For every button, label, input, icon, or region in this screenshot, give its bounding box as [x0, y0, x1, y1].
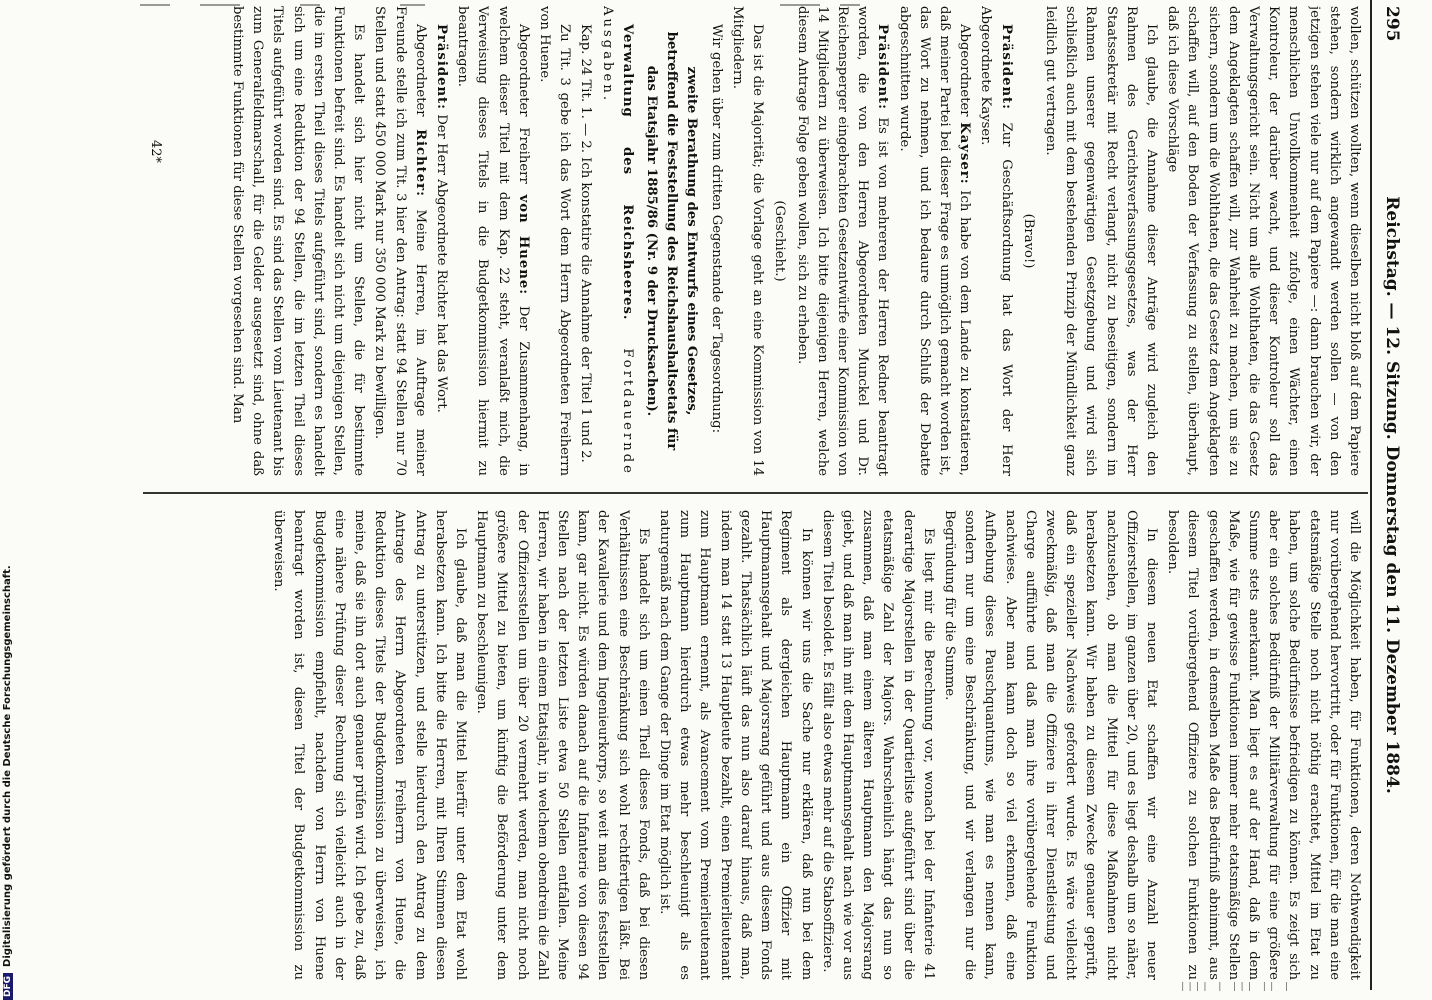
paragraph: Es liegt mir die Berechnung vor, wonach bei der Infanterie 41 derartige Majorstellen in der Quartierliste aufgeführt sind über die etatsmäßige Zahl der Majors. Wahrscheinlich hängt das nun so zusammen, daß man einem älteren Hauptmann den Majorsrang giebt, und daß man ihn mit dem Hauptmannsgehalt nach wie vor aus diesem Titel besoldet. Es fällt also etwas mehr auf die Stabsoffiziere. [819, 510, 936, 980]
paragraph: will die Möglichkeit haben, für Funktionen, deren Nothwendigkeit nur vorübergehend hervortritt, oder für Funktionen, für die man eine etatsmäßige Stelle noch nicht nöthig erachtet, Mittel im Etat zu haben, um solche Bedürfnisse befriedigen zu können. Es zeigt sich aber ein solches Bedürfniß der Militärverwaltung für eine größere Summe stets anerkannt. Man liegt es auf der Hand, daß in dem Maße, wie für gewisse Funktionen immer mehr etatsmäßige Stellen geschaffen werden, in demselben Maße das Bedürfniß abnimmt, aus diesem Titel vorübergehend Offiziere zu solchen Funktionen zu besolden. [1165, 510, 1362, 980]
speaker-name: Richter: [412, 129, 428, 197]
paragraph: Kap. 24 Tit. 1. — 2. Ich konstatire die Annahme der Titel 1 und 2. [578, 24, 594, 463]
paragraph: Ich glaube, daß man die Mittel hierfür unter dem Etat wohl herabsetzen kann. Ich bitte die Herren, mit Ihren Stimmen diesen Antrag zu unterstützen, und stelle hierdurch den Antrag zu dem Antrage des Herrn Abgeordneten Freiherrn von Huene, die Reduktion dieses Titels der Budgetkommission zu überweisen, ich meine, daß sie ihn dort auch genauer prüfen wird. Ich gebe zu, daß eine nähere Prüfung dieser Rechnung sich vielleicht auch in der Budgetkommission empfiehlt, nachdem von Herrn von Huene beantragt worden ist, diesen Titel der Budgetkommission zu überweisen. [271, 510, 469, 980]
speech-praesident [431, 6, 451, 476]
section-heading: Verwaltung des Reichsheeres. [619, 24, 635, 321]
speaker-name: Kayser: [957, 122, 973, 185]
speech-text: Zur Geschäftsordnung hat das Wort der Herr Abgeordnete Kayser. [978, 6, 1014, 476]
page-header [1372, 0, 1408, 990]
paragraph: Wir gehen über zum dritten Gegenstande der Tagesordnung: [708, 24, 724, 434]
paragraph: Es handelt sich hier nicht um Stellen, die für bestimmte Funktionen befreit sind. Es handelt sich nicht um diejenigen Stellen, die im ersten Theil dieses Titels aufgeführt sind, sondern es handelt sich um eine Reduktion der 94 Stellen, die im letzten Theil dieses Titels aufgeführt worden sind. Es sind das Stellen vom Lieutenant bis zum Generalfeldmarschall, für die Gelder ausgesetzt sind, ohne daß bestimmte Funktionen für diese Stellen vorgesehen sind. Man [230, 6, 367, 476]
speaker-name: Präsident: [998, 24, 1014, 111]
paragraph: wollen, schützen wollten, wenn dieselben nicht bloß auf dem Papiere stehen, sondern wirklich angewandt werden sollen — von den jetzigen stehen viele nur auf dem Papiere —: dann brauchen wir, der menschlichen Unvollkommenheit zufolge, einen Wächter, einen Kontroleur, der darüber wacht, und dieser Kontroleur soll das Verwaltungsgericht sein. Nicht um alle Wohlthaten, die das Gesetz dem Angeklagten schaffen will, zur Wahrheit zu machen, um sie zu sichern, sondern um die Wohlthaten, die das Gesetz dem Angeklagten schaffen will, auf den Boden der Verfassung zu stellen, überhaupt, daß ich diese Vorschläge [1165, 6, 1362, 476]
header-rule [1370, 0, 1372, 990]
column-divider [143, 492, 1368, 494]
speech-huene [452, 6, 533, 476]
speech-richter [369, 6, 430, 476]
paragraph: In können wir uns die Sache nur erklären, daß nun bei dem Regiment als dergleichen Hauptmann ein Offizier mit Hauptmannsgehalt und Majorsrang geführt und aus diesem Fonds gezahlt. Thatsächlich läuft das nun also darauf hinaus, daß man, indem man 14 statt 13 Hauptleute bezahlt, einen Premierlieutenant zum Hauptmann ernennt, als Avancement vom Premierlieutenant zum Hauptmann hierdurch etwas mehr beschleunigt als es naturgemäß nach dem Gange der Dinge im Etat möglich ist. [657, 510, 814, 980]
paragraph: In diesem neuen Etat schaffen wir eine Anzahl neuer Offizierstellen, im ganzen über 20, und es liegt deshalb um so näher, nachzusehen, ob man die Mittel für diese Maßnahmen nicht herabsetzen kann. Wir haben zu diesem Zwecke genauer geprüft, daß ein spezieller Nachweis gefordert wurde. Es wäre vielleicht zweckmäßig, daß man die Offiziere in ihrer Dienstleistung und Charge aufführte und daß man ihre vorübergehende Funktion nachwiese. Aber man kann doch so viel erkennen, daß eine Aufhebung dieses Pauschquantums, wie man es nennen kann, sondern nur um eine Beschränkung, und wir verlangen nur die Begründung für die Summe. [941, 510, 1159, 980]
page-title: Reichstag. — 12. Sitzung. Donnerstag den 11. Dezember 1884. [1382, 196, 1402, 794]
speech-praesident [975, 6, 1015, 476]
speech-text: Meine Herren, im Auftrage meiner Freunde stelle ich zum Tit. 3 hier den Antrag: statt 94 Stellen nur 70 Stellen und statt 450 000 Mark nur 350 000 Mark zu bewilligen. [372, 6, 428, 476]
speech-praesident [791, 6, 892, 476]
paragraph: Ich glaube, die Annahme dieser Anträge wird zugleich den Rahmen des Gerichtsverfassungsgesetzes, was der Herr Staatssekretär mit Recht verlangt, nicht zu beseitigen, sondern im Rahmen unserer gegenwärtigen Gesetzgebung und wird sich schließlich auch mit dem bestehenden Prinzip der Mündlichkeit ganz leidlich gut vertragen. [1042, 6, 1159, 476]
section-heading-line [596, 6, 636, 476]
agenda-heading: zweite Berathung des Entwurfs eines Gesetzes, betreffend die Feststellung des Reichshaushaltsetats für das Etatsjahr 1885/86 (Nr. 9 der Drucksachen). [644, 31, 700, 451]
signature-mark: 42* [148, 140, 163, 164]
paragraph: Das ist die Majorität; die Vorlage geht an eine Kommission von 14 Mitgliedern. [729, 6, 766, 476]
right-column [144, 510, 1364, 980]
funding-text: Digitalisierung gefördert durch die Deutsche Forschungsgemeinschaft. [2, 565, 13, 967]
page-number: 295 [1382, 6, 1402, 42]
dfg-logo: DFG [3, 973, 13, 1000]
speaker-name: Präsident: [875, 24, 891, 111]
speaker-intro: Abgeordneter [412, 24, 428, 117]
applause-note: (Geschieht.) [772, 200, 788, 282]
rotated-page-content [108, 0, 1408, 990]
paragraph: Zu Tit. 3 gebe ich das Wort dem Herrn Abgeordneten Freiherrn von Huene. [537, 6, 573, 476]
speech-text: Der Zusammenhang, in welchem dieser Titel mit dem Kap. 22 steht, veranlaßt mich, die Verweisung dieses Titels in die Budgetkommission hiermit zu beantragen. [455, 6, 531, 476]
scan-barcode-strip: |||| | ||| || | [1180, 982, 1292, 992]
speaker-name: Präsident: [434, 24, 450, 111]
speaker-intro: Abgeordneter [957, 24, 973, 117]
paragraph: Es handelt sich um einen Theil dieses Fonds, daß bei diesen Verhältnissen eine Beschränkung sich wohl rechtfertigen läßt. Bei der Kavallerie und dem Ingenieurkorps, so weit man dies feststellen kann, gar nicht. Es würden danach auf die Infanterie von diesen 94 Stellen nach der letzten Liste etwa 50 Stellen entfallen. Meine Herren, wir haben in einem Etatsjahr, in welchem obendrein die Zahl der Offiziersstellen um über 20 vermehrt werden, man nicht noch größere Mittel zu bieten, um künftig die Beförderung unter dem Hauptmann zu beschleunigen. [474, 510, 651, 980]
speech-text: Es ist von mehreren der Herren Redner beantragt worden, die von den Herren Abgeordneten Munckel und Dr. Reichensperger eingebrachten Gesetzentwürfe einer Kommission von 14 Mitgliedern zu überweisen. Ich bitte diejenigen Herren, welche diesem Antrage Folge geben wollen, sich zu erheben. [794, 6, 891, 476]
left-column [144, 6, 1364, 476]
section-subheading: Fortdauernde Ausgaben. [599, 6, 635, 476]
speaker-intro: Abgeordneter Freiherr [515, 24, 531, 184]
speaker-name: von Huene: [515, 194, 531, 296]
speech-kayser [893, 6, 974, 476]
speech-text: Ich habe von dem Lande zu konstatieren, daß meiner Partei bei dieser Frage es unmöglich gemacht worden ist, das Wort zu nehmen, und ich bedaure durch Schluß der Debatte abgeschnitten wurde. [896, 6, 973, 476]
bravo-note: (Bravo!) [1020, 213, 1036, 269]
dfg-funding-note [2, 565, 22, 1000]
speech-text: Der Herr Abgeordnete Richter hat das Wort. [434, 114, 450, 413]
